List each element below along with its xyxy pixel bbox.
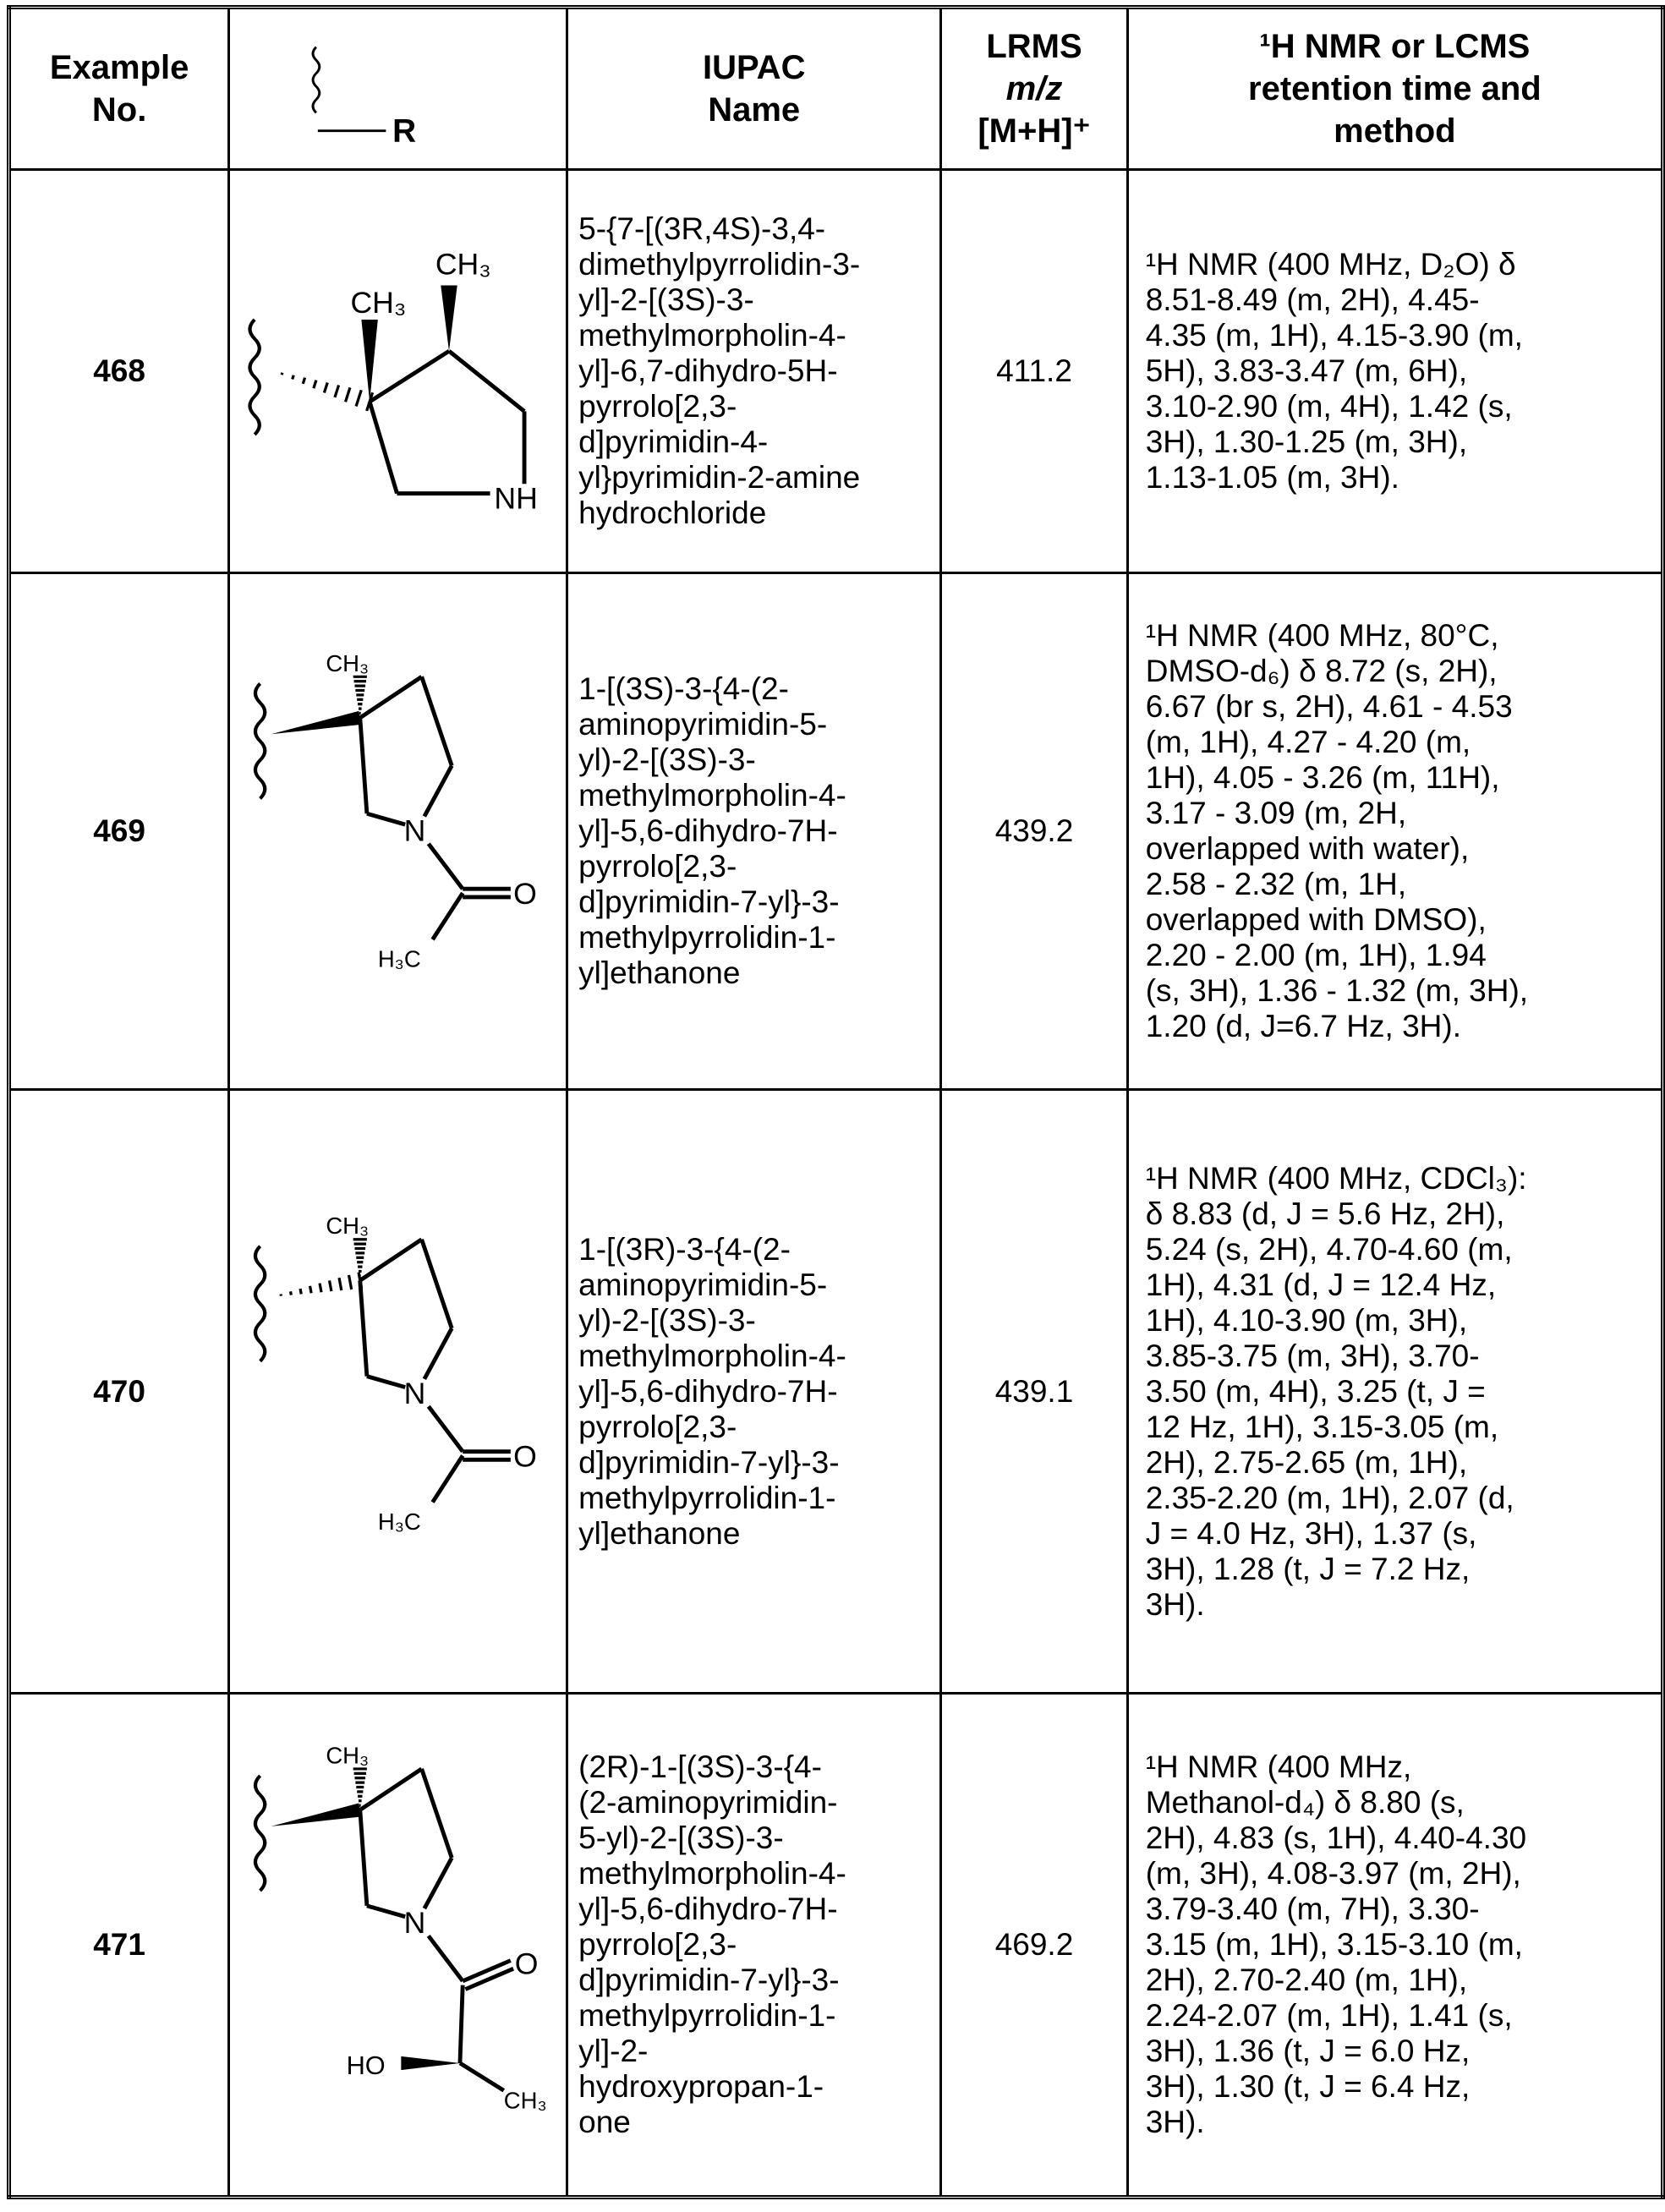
iupac-line: methylmorpholin-4- <box>578 1856 939 1892</box>
hashed-bond <box>300 1289 301 1294</box>
nmr-line: ¹H NMR (400 MHz, CDCl₃): <box>1146 1161 1661 1196</box>
lrms-value <box>941 573 1127 1090</box>
lrms-text: 439.1 <box>995 1374 1074 1409</box>
iupac-line: (2R)-1-[(3S)-3-{4- <box>578 1749 939 1785</box>
lrms-value <box>941 170 1127 573</box>
nmr-line: 5.24 (s, 2H), 4.70-4.60 (m, <box>1146 1232 1661 1268</box>
hashed-bond <box>310 1286 312 1293</box>
example-number-text: 471 <box>93 1927 145 1962</box>
hashed-bond <box>330 1280 331 1291</box>
nmr-line: ¹H NMR (400 MHz, 80°C, <box>1146 618 1661 654</box>
atom-label: O <box>513 877 537 911</box>
nmr-line: (m, 3H), 4.08-3.97 (m, 2H), <box>1146 1856 1661 1892</box>
atom-label: NH <box>495 481 538 515</box>
iupac-line: d]pyrimidin-7-yl}-3- <box>578 1445 939 1481</box>
nmr-line: 8.51-8.49 (m, 2H), 4.45- <box>1146 282 1661 318</box>
iupac-line: hydrochloride <box>578 496 939 531</box>
iupac-line: yl]ethanone <box>578 1516 939 1552</box>
iupac-line: aminopyrimidin-5- <box>578 1268 939 1303</box>
wedge-bond <box>441 285 457 351</box>
nmr-line: DMSO-d₆) δ 8.72 (s, 2H), <box>1146 654 1661 689</box>
header-text: ¹H NMR or LCMS <box>1129 25 1661 68</box>
atom-label: CH₃ <box>351 285 407 319</box>
nmr-line: 12 Hz, 1H), 3.15-3.05 (m, <box>1146 1410 1661 1445</box>
header-text: Name <box>568 89 939 131</box>
example-number-text: 468 <box>93 353 145 388</box>
iupac-line: d]pyrimidin-7-yl}-3- <box>578 884 939 920</box>
nmr-line: overlapped with water), <box>1146 831 1661 867</box>
iupac-line: yl]-5,6-dihydro-7H- <box>578 1374 939 1410</box>
iupac-line: methylpyrrolidin-1- <box>578 1481 939 1516</box>
iupac-line: pyrrolo[2,3- <box>578 849 939 884</box>
iupac-line: 5-yl)-2-[(3S)-3- <box>578 1821 939 1856</box>
iupac-line: pyrrolo[2,3- <box>578 1410 939 1445</box>
nmr-line: 2H), 2.70-2.40 (m, 1H), <box>1146 1963 1661 1998</box>
iupac-line: yl)-2-[(3S)-3- <box>578 1303 939 1339</box>
nmr-line: Methanol-d₄) δ 8.80 (s, <box>1146 1785 1661 1821</box>
iupac-name <box>567 1090 941 1694</box>
nmr-line: 3.85-3.75 (m, 3H), 3.70- <box>1146 1339 1661 1374</box>
iupac-line: dimethylpyrrolidin-3- <box>578 247 939 282</box>
iupac-line: 1-[(3S)-3-{4-(2- <box>578 671 939 707</box>
nmr-line: 3.10-2.90 (m, 4H), 1.42 (s, <box>1146 389 1661 424</box>
nmr-line: 3H), 1.28 (t, J = 7.2 Hz, <box>1146 1552 1661 1587</box>
nmr-line: (m, 1H), 4.27 - 4.20 (m, <box>1146 725 1661 760</box>
iupac-line: methylpyrrolidin-1- <box>578 1998 939 2034</box>
iupac-line: yl}pyrimidin-2-amine <box>578 460 939 496</box>
chemical-structure <box>230 1098 566 1684</box>
nmr-line: 3.50 (m, 4H), 3.25 (t, J = <box>1146 1374 1661 1410</box>
r-label: R <box>392 112 416 149</box>
chemical-structure <box>230 176 566 567</box>
nmr-line: 2.20 - 2.00 (m, 1H), 1.94 <box>1146 938 1661 973</box>
iupac-line: yl]-2- <box>578 2034 939 2069</box>
wavy-bond-icon <box>250 320 260 435</box>
nmr-line: 2H), 4.83 (s, 1H), 4.40-4.30 <box>1146 1821 1661 1856</box>
hashed-bond <box>314 380 316 388</box>
hashed-bond <box>339 1278 342 1290</box>
atom-label: CH₃ <box>504 2087 547 2113</box>
iupac-line: 1-[(3R)-3-{4-(2- <box>578 1232 939 1268</box>
atom-label: H₃C <box>378 945 421 972</box>
atom-label: H₃C <box>378 1508 421 1535</box>
iupac-line: yl)-2-[(3S)-3- <box>578 742 939 778</box>
nmr-line: 5H), 3.83-3.47 (m, 6H), <box>1146 353 1661 389</box>
r-group-symbol <box>230 10 566 167</box>
iupac-line: pyrrolo[2,3- <box>578 1927 939 1963</box>
nmr-line: 3.17 - 3.09 (m, 2H, <box>1146 796 1661 831</box>
nmr-line: 3H), 1.30-1.25 (m, 3H), <box>1146 424 1661 460</box>
header-example <box>9 8 229 170</box>
lrms-value <box>941 1694 1127 2198</box>
nmr-line: δ 8.83 (d, J = 5.6 Hz, 2H), <box>1146 1196 1661 1232</box>
atom-label: N <box>404 1377 426 1410</box>
iupac-name <box>567 170 941 573</box>
iupac-line: methylmorpholin-4- <box>578 1339 939 1374</box>
nmr-line: 2H), 2.75-2.65 (m, 1H), <box>1146 1445 1661 1481</box>
wedge-bond <box>271 1803 362 1826</box>
example-number <box>9 170 229 573</box>
example-number <box>9 1090 229 1694</box>
iupac-line: yl]-6,7-dihydro-5H- <box>578 353 939 389</box>
lrms-value <box>941 1090 1127 1694</box>
nmr-line: overlapped with DMSO), <box>1146 902 1661 938</box>
iupac-line: d]pyrimidin-7-yl}-3- <box>578 1963 939 1998</box>
atom-label: CH₃ <box>435 247 491 281</box>
lrms-text: 411.2 <box>996 353 1072 388</box>
nmr-line: J = 4.0 Hz, 3H), 1.37 (s, <box>1146 1516 1661 1552</box>
nmr-line: 1.13-1.05 (m, 3H). <box>1146 460 1661 496</box>
lrms-text: 439.2 <box>995 813 1074 848</box>
nmr-line: 3.79-3.40 (m, 7H), 3.30- <box>1146 1892 1661 1927</box>
hashed-bond <box>320 1284 321 1293</box>
nmr-line: 3H), 1.30 (t, J = 6.4 Hz, <box>1146 2069 1661 2105</box>
nmr-line: 6.67 (br s, 2H), 4.61 - 4.53 <box>1146 689 1661 725</box>
nmr-data <box>1127 170 1662 573</box>
nmr-line: ¹H NMR (400 MHz, <box>1146 1749 1661 1785</box>
atom-label: N <box>404 1906 426 1940</box>
header-nmr <box>1127 8 1662 170</box>
header-text: method <box>1129 110 1661 152</box>
hashed-bond <box>346 387 350 402</box>
nmr-line: 3H). <box>1146 1587 1661 1623</box>
nmr-line: 2.35-2.20 (m, 1H), 2.07 (d, <box>1146 1481 1661 1516</box>
nmr-line: 1H), 4.05 - 3.26 (m, 11H), <box>1146 760 1661 796</box>
header-text: Example <box>11 47 227 89</box>
chemical-structure <box>230 581 566 1082</box>
iupac-line: methylmorpholin-4- <box>578 778 939 813</box>
nmr-line: 3.15 (m, 1H), 3.15-3.10 (m, <box>1146 1927 1661 1963</box>
hashed-bond <box>293 375 294 379</box>
wedge-bond <box>271 710 362 733</box>
nmr-line: 1H), 4.10-3.90 (m, 3H), <box>1146 1303 1661 1339</box>
nmr-data <box>1127 1694 1662 2198</box>
header-r-group <box>229 8 567 170</box>
structure-cell <box>229 573 567 1090</box>
compound-table <box>7 5 1665 2199</box>
header-lrms <box>941 8 1127 170</box>
hashed-bond <box>291 1291 292 1295</box>
header-iupac <box>567 8 941 170</box>
table-row <box>9 1694 1663 2198</box>
nmr-line: 3H). <box>1146 2105 1661 2140</box>
wavy-bond-icon <box>255 1246 265 1361</box>
iupac-line: yl]-5,6-dihydro-7H- <box>578 1892 939 1927</box>
structure-cell <box>229 1694 567 2198</box>
atom-label: O <box>515 1947 539 1981</box>
iupac-line: methylpyrrolidin-1- <box>578 920 939 955</box>
nmr-line: 3H), 1.36 (t, J = 6.0 Hz, <box>1146 2034 1661 2069</box>
iupac-line: yl]-5,6-dihydro-7H- <box>578 813 939 849</box>
iupac-line: pyrrolo[2,3- <box>578 389 939 424</box>
wedge-bond <box>362 320 378 402</box>
hashed-bond <box>335 385 339 397</box>
iupac-line: one <box>578 2105 939 2140</box>
nmr-line: 2.24-2.07 (m, 1H), 1.41 (s, <box>1146 1998 1661 2034</box>
header-text: [M+H]⁺ <box>942 110 1126 152</box>
nmr-line: 4.35 (m, 1H), 4.15-3.90 (m, <box>1146 318 1661 353</box>
iupac-name <box>567 573 941 1090</box>
table-row <box>9 1090 1663 1694</box>
table-row <box>9 170 1663 573</box>
nmr-line: ¹H NMR (400 MHz, D₂O) δ <box>1146 247 1661 282</box>
wavy-bond-icon <box>255 683 265 798</box>
iupac-line: yl]-2-[(3S)-3- <box>578 282 939 318</box>
atom-label: CH₃ <box>326 649 370 676</box>
wavy-bond-icon <box>255 1776 265 1891</box>
iupac-line: (2-aminopyrimidin- <box>578 1785 939 1821</box>
hashed-bond <box>356 390 361 406</box>
iupac-name <box>567 1694 941 2198</box>
header-text: IUPAC <box>568 47 939 89</box>
chemical-structure <box>230 1700 566 2189</box>
iupac-line: aminopyrimidin-5- <box>578 707 939 742</box>
iupac-line: d]pyrimidin-4- <box>578 424 939 460</box>
hashed-bond <box>303 377 304 383</box>
lrms-text: 469.2 <box>995 1927 1074 1962</box>
header-text: m/z <box>942 68 1126 110</box>
atom-label: N <box>404 813 426 847</box>
header-text: retention time and <box>1129 68 1661 110</box>
nmr-data <box>1127 573 1662 1090</box>
table-row <box>9 573 1663 1090</box>
example-number <box>9 573 229 1090</box>
header-row <box>9 8 1663 170</box>
wedge-bond <box>402 2056 461 2070</box>
example-number-text: 469 <box>93 813 145 848</box>
iupac-line: methylmorpholin-4- <box>578 318 939 353</box>
iupac-line: yl]ethanone <box>578 955 939 991</box>
nmr-line: 1H), 4.31 (d, J = 12.4 Hz, <box>1146 1268 1661 1303</box>
atom-label: CH₃ <box>326 1213 370 1239</box>
atom-label: O <box>513 1439 537 1473</box>
header-text: No. <box>11 89 227 131</box>
example-number <box>9 1694 229 2198</box>
header-text: LRMS <box>942 25 1126 68</box>
structure-cell <box>229 170 567 573</box>
atom-label: CH₃ <box>326 1742 370 1768</box>
hashed-bond <box>325 382 328 392</box>
atom-label: HO <box>347 2050 386 2080</box>
nmr-line: 1.20 (d, J=6.7 Hz, 3H). <box>1146 1009 1661 1044</box>
nmr-data <box>1127 1090 1662 1694</box>
example-number-text: 470 <box>93 1374 145 1409</box>
nmr-line: (s, 3H), 1.36 - 1.32 (m, 3H), <box>1146 973 1661 1009</box>
hashed-bond <box>349 1275 352 1289</box>
nmr-line: 2.58 - 2.32 (m, 1H, <box>1146 867 1661 902</box>
structure-cell <box>229 1090 567 1694</box>
wavy-bond-icon <box>313 47 320 112</box>
iupac-line: 5-{7-[(3R,4S)-3,4- <box>578 211 939 247</box>
iupac-line: hydroxypropan-1- <box>578 2069 939 2105</box>
